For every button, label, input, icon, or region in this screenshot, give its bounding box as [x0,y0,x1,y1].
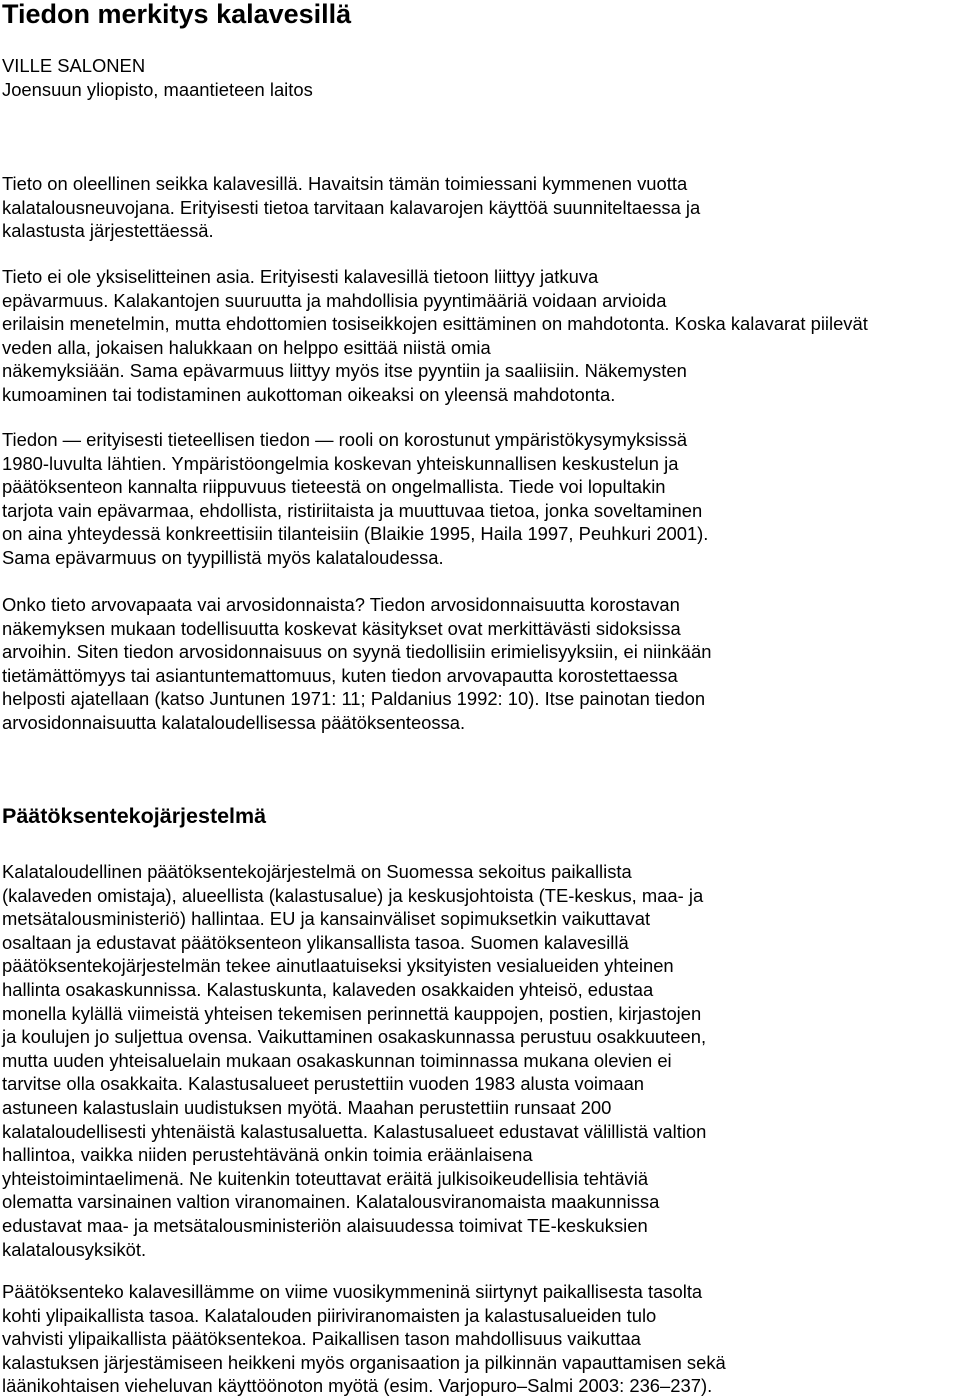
paragraph-line: (kalaveden omistaja), alueellista (kalastusalue) ja keskusjohtoista (TE-keskus, maa- ja [2,884,704,906]
paragraph-line: läänikohtaisen vieheluvan käyttöönoton myötä (esim. Varjopuro–Salmi 2003: 236–237). [2,1375,713,1397]
paragraph-line: kalatalousyksiköt. [2,1238,147,1260]
paragraph-line: arvoihin. Siten tiedon arvosidonnaisuus on syynä tiedollisiin erimielisyyksiin, ei niinkään [2,641,712,663]
document-title: Tiedon merkitys kalavesillä [2,0,352,29]
paragraph-line: tarvitse olla osakkaita. Kalastusalueet perustettiin vuoden 1983 alusta voimaan [2,1073,645,1095]
paragraph-line: erilaisin menetelmin, mutta ehdottomien tosiseikkojen esittäminen on mahdotonta. Koska kalavarat piilevät [2,313,868,335]
paragraph-line: näkemyksen mukaan todellisuutta koskevat käsitykset ovat merkittävästi sidoksissa [2,617,681,639]
paragraph-line: metsätalousministeriö) hallintaa. EU ja kansainväliset sopimuksetkin vaikuttavat [2,908,651,930]
paragraph-line: Päätöksenteko kalavesillämme on viime vuosikymmeninä siirtynyt paikallisesta tasolta [2,1281,703,1302]
paragraph [2,1280,960,1398]
author-block [2,54,313,101]
paragraph-line: mutta uuden yhteisaluelain mukaan osakaskunnan toiminnassa mukana olevien ei [2,1049,672,1071]
paragraph-line: kalastuksen järjestämiseen heikkeni myös organisaation ja pilkinnän vapauttamisen sekä [2,1351,726,1373]
author-name: VILLE SALONEN [2,55,146,76]
paragraph-line: Tiedon — erityisesti tieteellisen tiedon — rooli on korostunut ympäristökysymyksissä [2,429,688,450]
paragraph-line: ja koulujen jo suljettua ovensa. Vaikuttaminen osakaskunnassa perustuu osakkuuteen, [2,1026,707,1048]
paragraph-line: kalastusta järjestettäessä. [2,220,214,242]
paragraph-line: Tieto ei ole yksiselitteinen asia. Erityisesti kalavesillä tietoon liittyy jatkuva [2,266,599,287]
paragraph [2,860,960,1261]
paragraph-line: olematta varsinainen valtion viranomainen. Kalatalousviranomaista maakunnissa [2,1191,660,1213]
paragraph [2,428,960,570]
paragraph-line: tietämättömyys tai asiantuntemattomuus, kuten tiedon arvovapautta korostettaessa [2,664,678,686]
paragraph-line: osaltaan ja edustavat päätöksenteon ylikansallista tasoa. Suomen kalavesillä [2,931,629,953]
paragraph-line: hallinta osakaskunnissa. Kalastuskunta, kalaveden osakkaiden yhteisö, edustaa [2,978,654,1000]
paragraph-line: vahvisti ylipaikallista päätöksentekoa. Paikallisen tason mahdollisuus vaikuttaa [2,1328,641,1350]
paragraph-line: helposti ajatellaan (katso Juntunen 1971: 11; Paldanius 1992: 10). Itse painotan tiedon [2,688,706,710]
paragraph-line: Sama epävarmuus on tyypillistä myös kalataloudessa. [2,546,444,568]
paragraph-line: kohti ylipaikallista tasoa. Kalatalouden piiriviranomaisten ja kalastusalueiden tulo [2,1304,657,1326]
paragraph-line: Onko tieto arvovapaata vai arvosidonnaista? Tiedon arvosidonnaisuutta korostavan [2,594,680,615]
paragraph-line: kalataloudellisesti yhtenäistä kalastusaluetta. Kalastusalueet edustavat välillistä valtion [2,1120,707,1142]
paragraph-line: 1980-luvulta lähtien. Ympäristöongelmia koskevan yhteiskunnallisen keskustelun ja [2,452,679,474]
paragraph-line: veden alla, jokaisen halukkaan on helppo esittää niistä omia [2,336,491,358]
paragraph [2,265,960,407]
paragraph-line: on aina yhteydessä konkreettisiin tilanteisiin (Blaikie 1995, Haila 1997, Peuhkuri 2001). [2,523,709,545]
paragraph-line: tarjota vain epävarmaa, ehdollista, ristiriitaista ja muuttuvaa tietoa, jonka soveltaminen [2,499,703,521]
paragraph-line: päätöksentekojärjestelmän tekee ainutlaatuiseksi yksityisten vesialueiden yhteinen [2,955,674,977]
paragraph-line: yhteistoimintaelimenä. Ne kuitenkin toteuttavat eräitä julkisoikeudellisia tehtäviä [2,1167,649,1189]
paragraph-line: kumoaminen tai todistaminen aukottoman oikeaksi on yleensä mahdotonta. [2,383,616,405]
paragraph-line: arvosidonnaisuutta kalataloudellisessa päätöksenteossa. [2,711,466,733]
paragraph-line: näkemyksiään. Sama epävarmuus liittyy myös itse pyyntiin ja saaliisiin. Näkemysten [2,360,687,382]
paragraph-line: hallintoa, vaikka niiden perustehtävänä onkin toimia eräänlaisena [2,1144,533,1166]
section-heading: Päätöksentekojärjestelmä [2,804,267,828]
paragraph-line: Tieto on oleellinen seikka kalavesillä. Havaitsin tämän toimiessani kymmenen vuotta [2,173,688,194]
paragraph-line: kalatalousneuvojana. Erityisesti tietoa tarvitaan kalavarojen käyttöä suunniteltaessa ja [2,196,701,218]
paragraph-line: edustavat maa- ja metsätalousministeriön alaisuudessa toimivat TE-keskuksien [2,1214,648,1236]
author-affiliation: Joensuun yliopisto, maantieteen laitos [2,78,313,100]
paragraph [2,593,960,735]
paragraph-line: päätöksenteon kannalta riippuvuus tieteestä on ongelmallista. Tiede voi lopultakin [2,476,666,498]
paragraph-line: Kalataloudellinen päätöksentekojärjestelmä on Suomessa sekoitus paikallista [2,861,632,882]
paragraph [2,172,960,243]
paragraph-line: astuneen kalastuslain uudistuksen myötä. Maahan perustettiin runsaat 200 [2,1096,612,1118]
paragraph-line: epävarmuus. Kalakantojen suuruutta ja mahdollisia pyyntimääriä voidaan arvioida [2,289,667,311]
paragraph-line: monella kylällä viimeistä yhteisen tekemisen perinnettä kauppojen, postien, kirjastojen [2,1002,702,1024]
